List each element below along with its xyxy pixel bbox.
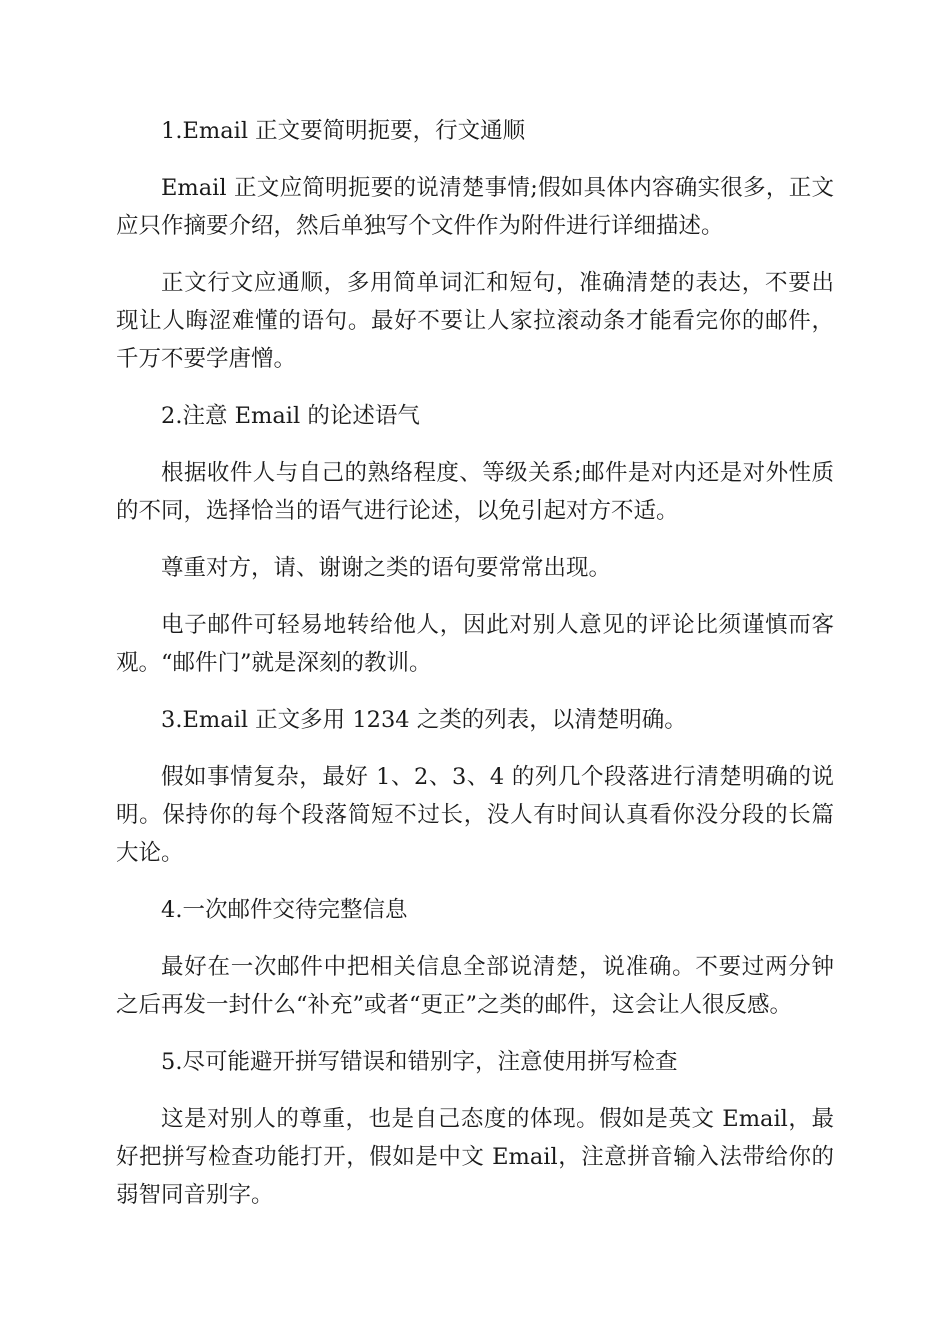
heading-1: 1.Email 正文要简明扼要，行文通顺: [161, 118, 526, 144]
heading-5: 5.尽可能避开拼写错误和错别字，注意使用拼写检查: [161, 1049, 678, 1075]
paragraph: Email 正文应简明扼要的说清楚事情;假如具体内容确实很多，正文应只作摘要介绍，然后单独写个文件作为附件进行详细描述。: [116, 175, 834, 239]
paragraph: 最好在一次邮件中把相关信息全部说清楚，说准确。不要过两分钟之后再发一封什么“补充”或者“更正”之类的邮件，这会让人很反感。: [116, 954, 834, 1018]
heading-4: 4.一次邮件交待完整信息: [161, 897, 408, 923]
paragraph: 这是对别人的尊重，也是自己态度的体现。假如是英文 Email，最好把拼写检查功能打开，假如是中文 Email，注意拼音输入法带给你的弱智同音别字。: [116, 1106, 834, 1208]
paragraph: 假如事情复杂，最好 1、2、3、4 的列几个段落进行清楚明确的说明。保持你的每个段落简短不过长，没人有时间认真看你没分段的长篇大论。: [116, 764, 834, 866]
paragraph: 根据收件人与自己的熟络程度、等级关系;邮件是对内还是对外性质的不同，选择恰当的语气进行论述，以免引起对方不适。: [116, 460, 834, 524]
heading-3: 3.Email 正文多用 1234 之类的列表，以清楚明确。: [161, 707, 687, 733]
paragraph: 电子邮件可轻易地转给他人，因此对别人意见的评论比须谨慎而客观。“邮件门”就是深刻的教训。: [116, 612, 834, 676]
heading-2: 2.注意 Email 的论述语气: [161, 403, 420, 429]
paragraph: 正文行文应通顺，多用简单词汇和短句，准确清楚的表达，不要出现让人晦涩难懂的语句。最好不要让人家拉滚动条才能看完你的邮件，千万不要学唐憎。: [116, 270, 834, 372]
paragraph: 尊重对方，请、谢谢之类的语句要常常出现。: [161, 555, 612, 581]
